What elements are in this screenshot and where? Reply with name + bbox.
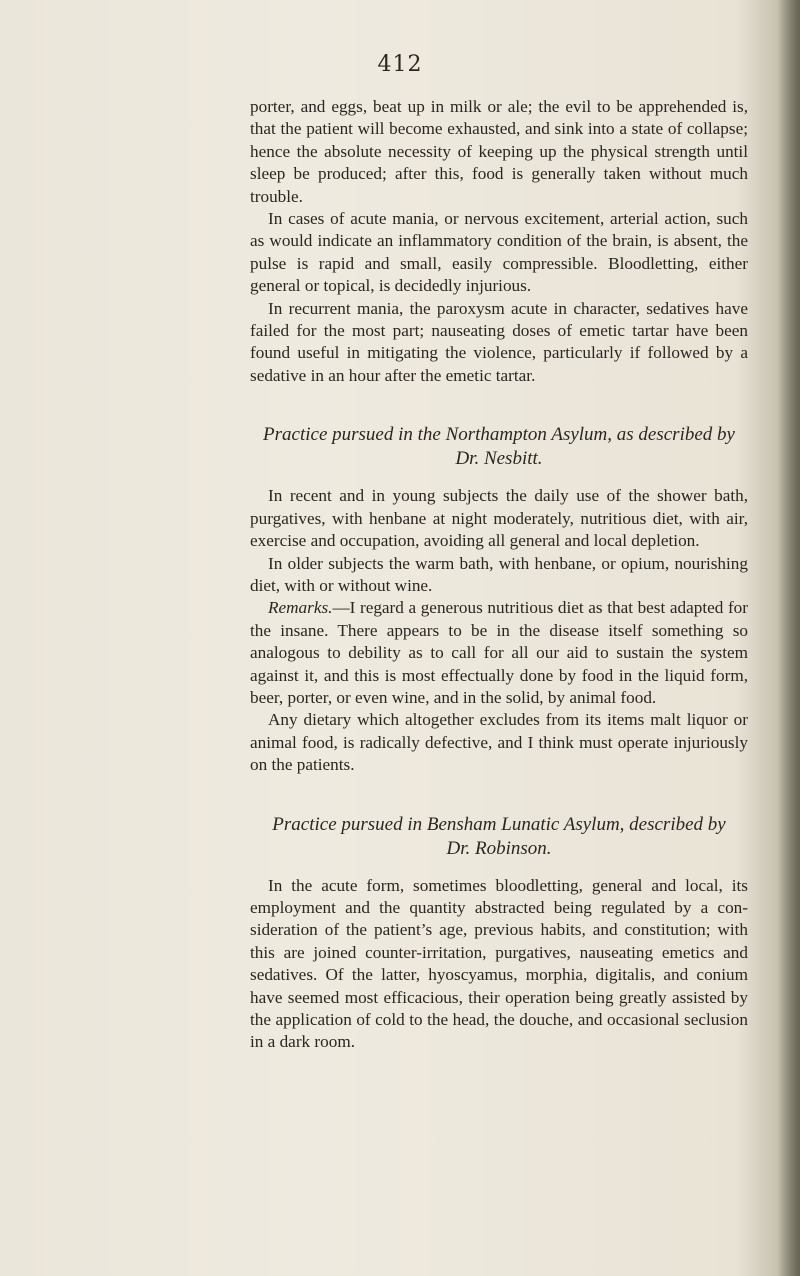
section-heading-bensham [250, 813, 748, 861]
older-subjects-paragraph: In older subjects the warm bath, with henbane, or opium, nourishing diet, with or without wine. [250, 553, 748, 595]
dietary-paragraph: Any dietary which altogether excludes from its items malt liquor or animal food, is radically defective, and I think must operate injuriously on the patients. [250, 710, 748, 775]
remarks-label: Remarks. [268, 598, 333, 618]
recurrent-mania-paragraph: In recurrent mania, the paroxysm acute in character, sedatives have failed for the most part; nauseating doses of emetic tartar have been found useful in mitigating the violence, particularly if followed by a sedative in an hour after the emetic tartar. [250, 298, 748, 385]
remarks-text: —I regard a generous nutritious diet as that best adapted for the insane. There appears to be in the disease itself something so analogous to debility as to call for all our aid to sustain the system against it, and this is most effectually done by food in the liquid form, beer, porter, or even wine, and in the solid, by animal food. [250, 598, 748, 707]
bensham-paragraph: In the acute form, sometimes bloodletting, general and local, its employment and the quantity abstracted being regulated by a consideration of the patient’s age, previous habits, and constitution; with this are joined counter-irritation, purgatives, nauseating emetics and sedatives. Of the latter, hyoscyamus, morphia, digitalis, and conium have seemed most efficacious, their operation being greatly assisted by the application of cold to the head, the douche, and occasional seclusion in a dark room. [250, 875, 748, 1052]
opening-paragraph: porter, and eggs, beat up in milk or ale; the evil to be apprehended is, that the patient will become exhausted, and sink into a state of collapse; hence the absolute necessity of keeping up the physical strength until sleep be produced; after this, food is generally taken without much trouble. [250, 97, 748, 206]
remarks-paragraph [250, 597, 748, 709]
heading-line: Practice pursued in the Northampton Asylum, as described by [263, 424, 735, 446]
section-heading-northampton [250, 423, 748, 471]
heading-line: Dr. Nesbitt. [455, 448, 543, 470]
page-number: 412 [377, 52, 423, 77]
page-body [250, 96, 748, 1054]
page-edge-shadow [778, 0, 800, 1276]
young-subjects-paragraph: In recent and in young subjects the daily use of the shower bath, purgatives, with henbane at night moderately, nutritious diet, with air, exercise and occupation, avoiding all general and local depletion. [250, 486, 748, 551]
heading-line: Practice pursued in Bensham Lunatic Asylum, described by [272, 813, 726, 835]
heading-line: Dr. Robinson. [446, 837, 552, 859]
acute-mania-paragraph: In cases of acute mania, or nervous excitement, arterial action, such as would indicate an inflammatory condition of the brain, is absent, the pulse is rapid and small, easily compressible. Bloodletting, either general or topical, is decidedly injurious. [250, 209, 748, 296]
